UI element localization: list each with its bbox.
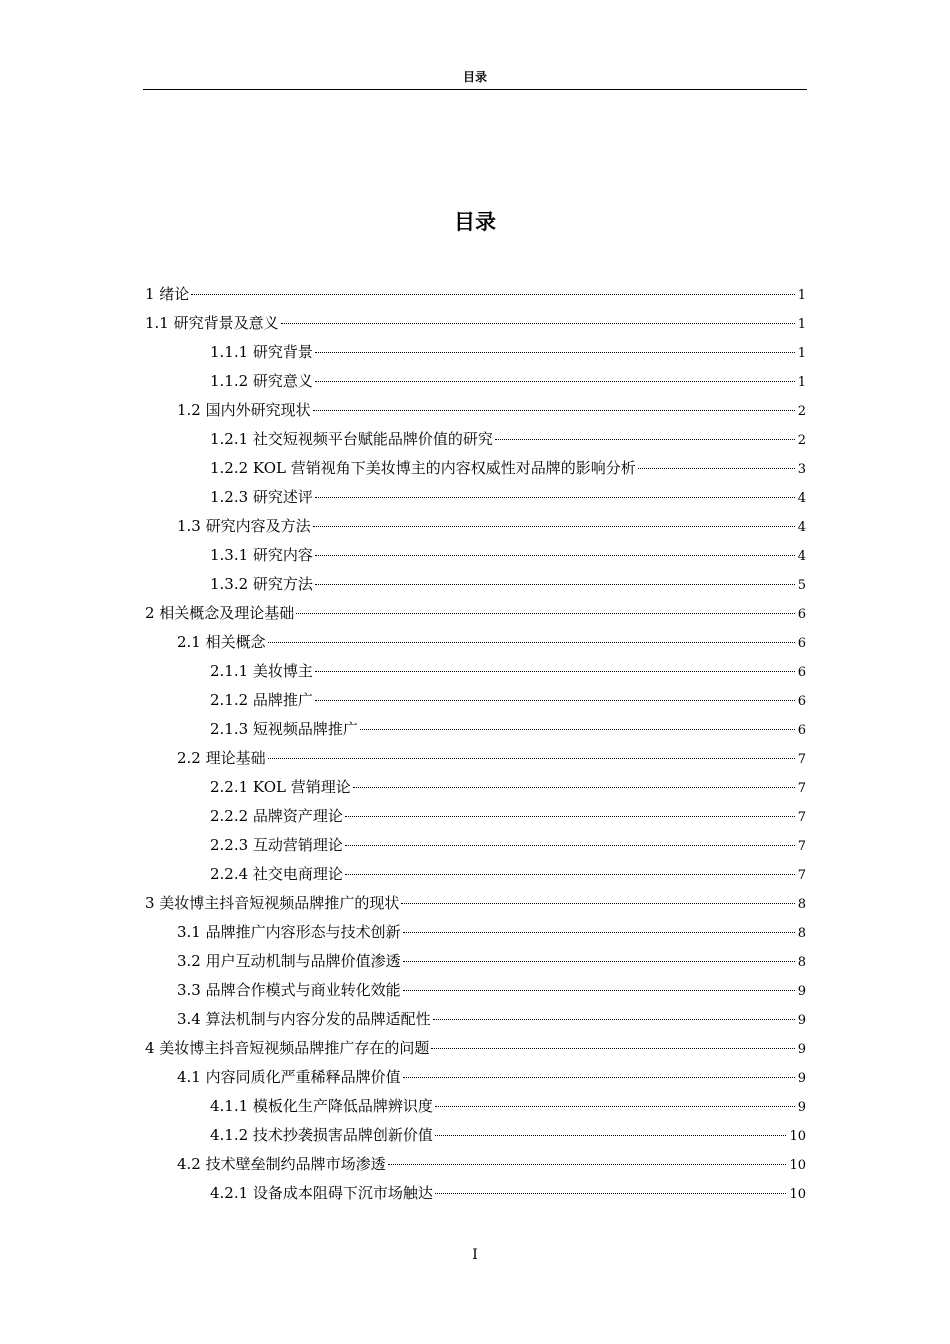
toc-entry-label: 1.3.2 研究方法 — [210, 575, 313, 593]
toc-entry-page: 6 — [797, 723, 806, 738]
toc-entry-label: 4.2 技术壁垒制约品牌市场渗透 — [177, 1155, 386, 1173]
toc-dot-leader — [403, 1077, 795, 1078]
toc-entry-label: 3.4 算法机制与内容分发的品牌适配性 — [177, 1010, 431, 1028]
toc-entry-page: 7 — [797, 868, 806, 883]
toc-entry-page: 4 — [797, 549, 806, 564]
toc-dot-leader — [315, 671, 795, 672]
toc-dot-leader — [296, 613, 794, 614]
toc-entry-label: 1.3.1 研究内容 — [210, 546, 313, 564]
toc-entry-label: 1.1 研究背景及意义 — [145, 314, 279, 332]
toc-dot-leader — [315, 381, 795, 382]
toc-entry[interactable] — [143, 396, 806, 425]
toc-entry-page: 3 — [797, 462, 806, 477]
toc-entry-page: 9 — [797, 1013, 806, 1028]
toc-entry-label: 2.1.1 美妆博主 — [210, 662, 313, 680]
table-of-contents — [143, 280, 806, 1208]
page-number: I — [472, 1247, 478, 1263]
toc-entry[interactable] — [143, 483, 806, 512]
toc-entry[interactable] — [143, 773, 806, 802]
toc-dot-leader — [315, 584, 795, 585]
running-header: 目录 — [462, 70, 487, 84]
toc-entry[interactable] — [143, 338, 806, 367]
toc-dot-leader — [431, 1048, 794, 1049]
toc-entry-label: 2.1 相关概念 — [177, 633, 266, 651]
toc-entry-page: 8 — [797, 926, 806, 941]
toc-dot-leader — [401, 903, 794, 904]
toc-dot-leader — [403, 932, 795, 933]
toc-entry-label: 4.1.1 模板化生产降低品牌辨识度 — [210, 1097, 433, 1115]
toc-dot-leader — [353, 787, 795, 788]
toc-entry[interactable] — [143, 541, 806, 570]
toc-entry[interactable] — [143, 715, 806, 744]
toc-dot-leader — [638, 468, 795, 469]
toc-entry-label: 1.2.3 研究述评 — [210, 488, 313, 506]
toc-entry-page: 2 — [797, 433, 806, 448]
toc-entry[interactable] — [143, 1150, 806, 1179]
toc-entry-page: 5 — [797, 578, 806, 593]
toc-dot-leader — [433, 1019, 795, 1020]
toc-entry-page: 4 — [797, 491, 806, 506]
toc-dot-leader — [435, 1135, 787, 1136]
toc-entry[interactable] — [143, 628, 806, 657]
toc-entry-label: 3 美妆博主抖音短视频品牌推广的现状 — [145, 894, 400, 912]
toc-entry-label: 1.1.2 研究意义 — [210, 372, 313, 390]
toc-dot-leader — [403, 961, 795, 962]
toc-entry-label: 3.2 用户互动机制与品牌价值渗透 — [177, 952, 401, 970]
toc-entry-label: 1.1.1 研究背景 — [210, 343, 313, 361]
toc-entry-label: 1.3 研究内容及方法 — [177, 517, 311, 535]
toc-entry-page: 8 — [797, 897, 806, 912]
toc-dot-leader — [345, 816, 795, 817]
toc-entry-page: 9 — [797, 1042, 806, 1057]
toc-dot-leader — [313, 410, 795, 411]
toc-entry[interactable] — [143, 1092, 806, 1121]
toc-entry-page: 10 — [789, 1187, 806, 1202]
toc-entry-label: 4.2.1 设备成本阻碍下沉市场触达 — [210, 1184, 433, 1202]
toc-entry[interactable] — [143, 367, 806, 396]
toc-entry[interactable] — [143, 280, 806, 309]
toc-entry-page: 10 — [789, 1158, 806, 1173]
toc-entry[interactable] — [143, 802, 806, 831]
toc-entry-page: 6 — [797, 694, 806, 709]
toc-dot-leader — [495, 439, 795, 440]
toc-entry[interactable] — [143, 599, 806, 628]
toc-entry-page: 1 — [797, 375, 806, 390]
toc-dot-leader — [435, 1106, 795, 1107]
toc-entry-label: 4 美妆博主抖音短视频品牌推广存在的问题 — [145, 1039, 430, 1057]
toc-entry-page: 6 — [797, 607, 806, 622]
toc-entry[interactable] — [143, 1034, 806, 1063]
toc-entry[interactable] — [143, 860, 806, 889]
toc-entry-page: 7 — [797, 752, 806, 767]
toc-entry[interactable] — [143, 976, 806, 1005]
toc-dot-leader — [315, 497, 795, 498]
toc-entry-label: 2.2.2 品牌资产理论 — [210, 807, 343, 825]
toc-entry[interactable] — [143, 425, 806, 454]
toc-entry[interactable] — [143, 512, 806, 541]
toc-dot-leader — [315, 555, 795, 556]
toc-entry-label: 2 相关概念及理论基础 — [145, 604, 295, 622]
toc-entry-page: 6 — [797, 636, 806, 651]
toc-entry-page: 7 — [797, 781, 806, 796]
toc-dot-leader — [345, 874, 795, 875]
toc-entry-label: 1.2.1 社交短视频平台赋能品牌价值的研究 — [210, 430, 493, 448]
toc-entry[interactable] — [143, 454, 806, 483]
toc-entry-page: 9 — [797, 1100, 806, 1115]
toc-dot-leader — [315, 352, 795, 353]
toc-entry-label: 3.1 品牌推广内容形态与技术创新 — [177, 923, 401, 941]
toc-entry-page: 1 — [797, 317, 806, 332]
toc-entry[interactable] — [143, 744, 806, 773]
toc-entry-page: 4 — [797, 520, 806, 535]
toc-entry[interactable] — [143, 686, 806, 715]
toc-entry-label: 2.2.4 社交电商理论 — [210, 865, 343, 883]
toc-entry-page: 8 — [797, 955, 806, 970]
toc-dot-leader — [403, 990, 795, 991]
toc-entry-page: 2 — [797, 404, 806, 419]
toc-entry-label: 2.2.3 互动营销理论 — [210, 836, 343, 854]
toc-dot-leader — [345, 845, 795, 846]
toc-entry-label: 4.1.2 技术抄袭损害品牌创新价值 — [210, 1126, 433, 1144]
toc-dot-leader — [268, 642, 795, 643]
toc-entry-label: 2.1.2 品牌推广 — [210, 691, 313, 709]
toc-entry-label: 2.2.1 KOL 营销理论 — [210, 778, 351, 796]
toc-entry-page: 10 — [789, 1129, 806, 1144]
toc-entry-page: 9 — [797, 984, 806, 999]
toc-entry-page: 1 — [797, 346, 806, 361]
toc-entry-page: 7 — [797, 839, 806, 854]
toc-dot-leader — [281, 323, 795, 324]
toc-entry-page: 6 — [797, 665, 806, 680]
header-rule — [143, 89, 807, 90]
toc-entry[interactable] — [143, 309, 806, 338]
toc-entry[interactable] — [143, 1063, 806, 1092]
toc-entry[interactable] — [143, 1179, 806, 1208]
toc-entry[interactable] — [143, 1005, 806, 1034]
toc-entry-page: 9 — [797, 1071, 806, 1086]
toc-entry-page: 1 — [797, 288, 806, 303]
toc-entry-page: 7 — [797, 810, 806, 825]
toc-dot-leader — [360, 729, 795, 730]
toc-entry-label: 2.1.3 短视频品牌推广 — [210, 720, 358, 738]
toc-dot-leader — [191, 294, 794, 295]
toc-entry-label: 3.3 品牌合作模式与商业转化效能 — [177, 981, 401, 999]
toc-entry-label: 1 绪论 — [145, 285, 190, 303]
toc-entry[interactable] — [143, 570, 806, 599]
toc-entry[interactable] — [143, 947, 806, 976]
toc-dot-leader — [315, 700, 795, 701]
toc-entry[interactable] — [143, 889, 806, 918]
toc-entry[interactable] — [143, 831, 806, 860]
toc-dot-leader — [435, 1193, 787, 1194]
toc-entry-label: 1.2 国内外研究现状 — [177, 401, 311, 419]
toc-entry[interactable] — [143, 1121, 806, 1150]
toc-entry-label: 1.2.2 KOL 营销视角下美妆博主的内容权威性对品牌的影响分析 — [210, 459, 636, 477]
toc-entry[interactable] — [143, 918, 806, 947]
toc-dot-leader — [268, 758, 795, 759]
toc-entry[interactable] — [143, 657, 806, 686]
toc-entry-label: 4.1 内容同质化严重稀释品牌价值 — [177, 1068, 401, 1086]
page-title: 目录 — [454, 210, 496, 234]
toc-entry-label: 2.2 理论基础 — [177, 749, 266, 767]
toc-dot-leader — [313, 526, 795, 527]
toc-dot-leader — [388, 1164, 787, 1165]
